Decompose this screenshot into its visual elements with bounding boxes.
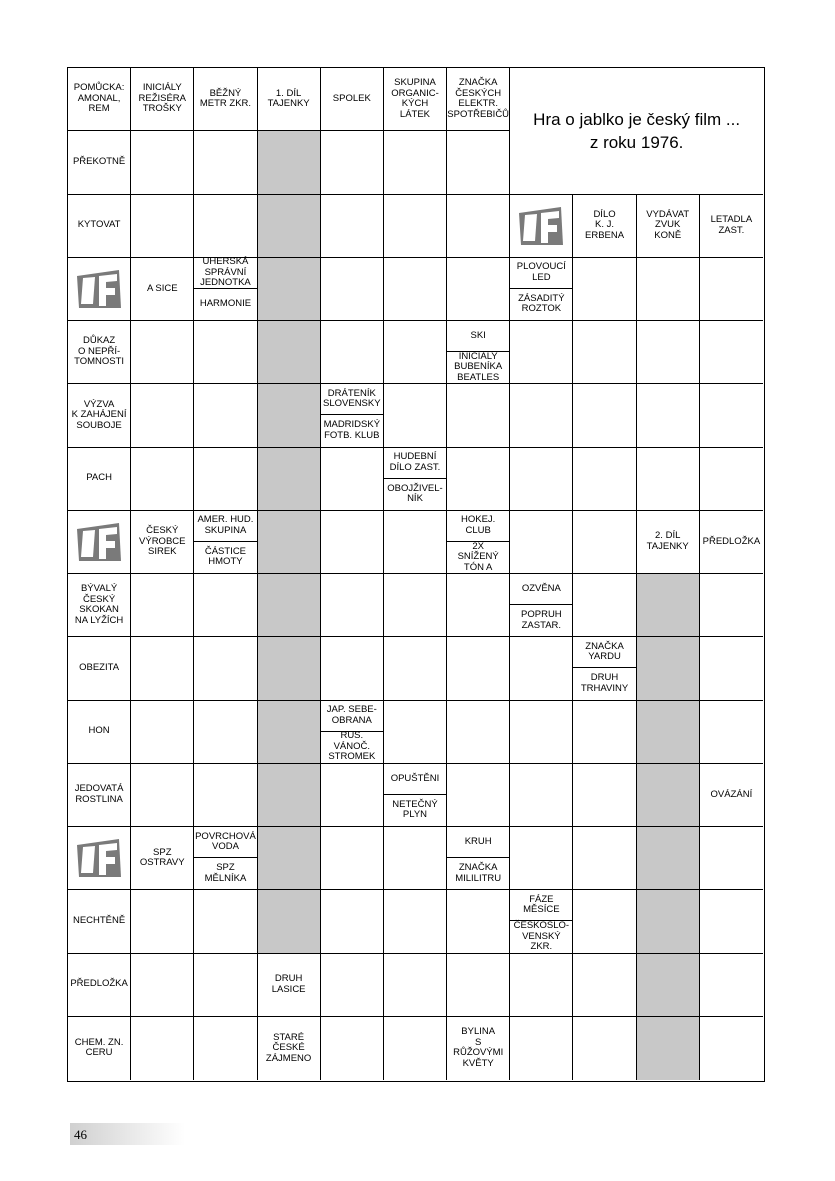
- clue-text: POMŮCKA: AMONAL, REM: [73, 82, 125, 115]
- logo-cell: [68, 511, 131, 574]
- page-number-box: [70, 1123, 185, 1145]
- secret-answer-cell[interactable]: [637, 764, 700, 827]
- split-clue-cell: [447, 827, 510, 890]
- clue-top: [447, 827, 509, 858]
- answer-cell[interactable]: [194, 890, 257, 953]
- secret-answer-cell[interactable]: [258, 574, 321, 637]
- f-logo-icon: [75, 521, 123, 563]
- clue-wrap: [68, 448, 130, 510]
- answer-cell[interactable]: [321, 321, 384, 384]
- clue-text: ZNAČKA MILILITRU: [455, 862, 502, 884]
- clue-cell: [573, 195, 636, 258]
- clue-bottom: [510, 605, 572, 636]
- clue-text: RUS. VÁNOČ. STROMEK: [328, 730, 376, 763]
- clue-top: [384, 764, 446, 795]
- clue-text: PŘEDLOŽKA: [702, 535, 761, 547]
- clue-text: UHERSKÁ SPRÁVNÍ JEDNOTKA: [200, 256, 251, 289]
- clue-top: [573, 637, 635, 668]
- clue-wrap: [573, 195, 635, 257]
- answer-cell[interactable]: [573, 890, 636, 953]
- answer-cell[interactable]: [700, 1017, 763, 1080]
- answer-cell[interactable]: [573, 511, 636, 574]
- clue-text: LETADLA ZAST.: [710, 214, 753, 236]
- clue-cell: [258, 954, 321, 1017]
- clue-text: NECHTĚNĚ: [72, 915, 126, 927]
- answer-cell[interactable]: [510, 827, 573, 890]
- answer-cell[interactable]: [573, 827, 636, 890]
- answer-cell[interactable]: [384, 827, 447, 890]
- clue-cell: [68, 574, 131, 637]
- answer-cell[interactable]: [573, 258, 636, 321]
- clue-wrap: [68, 321, 130, 383]
- answer-cell[interactable]: [510, 954, 573, 1017]
- clue-cell: [68, 701, 131, 764]
- answer-cell[interactable]: [573, 764, 636, 827]
- clue-wrap: [68, 384, 130, 446]
- answer-cell[interactable]: [637, 448, 700, 511]
- clue-top: [510, 574, 572, 605]
- answer-cell[interactable]: [700, 448, 763, 511]
- secret-answer-cell[interactable]: [258, 131, 321, 194]
- clue-wrap: [68, 701, 130, 763]
- answer-cell[interactable]: [321, 131, 384, 194]
- split-clue-cell: [194, 511, 257, 574]
- answer-cell[interactable]: [700, 701, 763, 764]
- clue-cell: [637, 511, 700, 574]
- answer-cell[interactable]: [700, 954, 763, 1017]
- answer-cell[interactable]: [321, 195, 384, 258]
- answer-cell[interactable]: [321, 637, 384, 700]
- answer-cell[interactable]: [384, 954, 447, 1017]
- clue-text: DRÁTENÍK SLOVENSKY: [323, 387, 381, 410]
- secret-answer-cell[interactable]: [258, 511, 321, 574]
- clue-cell: [68, 448, 131, 511]
- answer-cell[interactable]: [131, 574, 194, 637]
- answer-cell[interactable]: [384, 384, 447, 447]
- clue-text: 2. DÍL TAJENKY: [646, 530, 689, 552]
- answer-cell[interactable]: [384, 195, 447, 258]
- split-clue-cell: [573, 637, 636, 700]
- split-clue-cell: [321, 701, 384, 764]
- answer-cell[interactable]: [510, 384, 573, 447]
- answer-cell[interactable]: [384, 701, 447, 764]
- clue-text: OPUŠTĚNI: [390, 772, 440, 784]
- answer-cell[interactable]: [573, 384, 636, 447]
- clue-text: PACH: [86, 472, 112, 484]
- answer-cell[interactable]: [573, 574, 636, 637]
- clue-text: OBOJŽIVEL- NÍK: [387, 482, 443, 505]
- secret-answer-cell[interactable]: [258, 637, 321, 700]
- clue-wrap: [68, 131, 130, 193]
- clue-top: [447, 511, 509, 542]
- clue-text: PŘEDLOŽKA: [70, 978, 128, 990]
- clue-cell: [194, 68, 257, 131]
- clue-cell: [68, 321, 131, 384]
- clue-wrap: [68, 1017, 130, 1080]
- clue-wrap: [68, 890, 130, 952]
- clue-text: VYDÁVAT ZVUK KONĚ: [646, 208, 690, 241]
- clue-text: BÝVALÝ ČESKÝ SKOKAN NA LYŽÍCH: [74, 583, 124, 626]
- clue-wrap: [700, 764, 763, 826]
- clue-cell: [258, 1017, 321, 1080]
- clue-text: SPZ MĚLNÍKA: [204, 862, 247, 884]
- answer-cell[interactable]: [131, 448, 194, 511]
- answer-cell[interactable]: [700, 321, 763, 384]
- answer-cell[interactable]: [194, 574, 257, 637]
- answer-cell[interactable]: [447, 637, 510, 700]
- answer-cell[interactable]: [131, 1017, 194, 1080]
- clue-bottom: [573, 668, 635, 699]
- answer-cell[interactable]: [447, 258, 510, 321]
- clue-bottom: [447, 858, 509, 889]
- clue-wrap: [447, 68, 509, 130]
- answer-cell[interactable]: [194, 701, 257, 764]
- answer-cell[interactable]: [321, 258, 384, 321]
- clue-wrap: [68, 574, 130, 636]
- clue-text: MADRIDSKÝ FOTB. KLUB: [323, 419, 381, 441]
- clue-text: HOKEJ. CLUB: [461, 514, 496, 536]
- clue-cell: [68, 195, 131, 258]
- clue-cell: [131, 827, 194, 890]
- split-clue-cell: [194, 827, 257, 890]
- clue-cell: [68, 68, 131, 131]
- clue-bottom: [194, 858, 256, 889]
- clue-text: KYTOVAT: [77, 219, 121, 231]
- answer-cell[interactable]: [321, 890, 384, 953]
- answer-cell[interactable]: [447, 574, 510, 637]
- clue-top: [321, 701, 383, 732]
- clue-cell: [700, 764, 763, 827]
- answer-cell[interactable]: [321, 574, 384, 637]
- clue-text: ČESKOSLO- VENSKÝ ZKR.: [513, 920, 570, 953]
- clue-cell: [68, 637, 131, 700]
- answer-cell[interactable]: [637, 321, 700, 384]
- clue-wrap: [194, 68, 256, 130]
- answer-cell[interactable]: [321, 511, 384, 574]
- clue-text: HARMONIE: [199, 298, 252, 310]
- clue-bottom: [510, 921, 572, 952]
- clue-text: SKUPINA ORGANIC- KÝCH LÁTEK: [391, 77, 439, 120]
- answer-cell[interactable]: [321, 1017, 384, 1080]
- clue-bottom: [194, 289, 256, 320]
- split-clue-cell: [194, 258, 257, 321]
- answer-cell[interactable]: [510, 1017, 573, 1080]
- answer-cell[interactable]: [384, 258, 447, 321]
- clue-text: OBEZITA: [79, 662, 120, 674]
- clue-cell: [68, 384, 131, 447]
- answer-cell[interactable]: [700, 827, 763, 890]
- f-logo-icon: [75, 268, 123, 310]
- answer-cell[interactable]: [637, 384, 700, 447]
- split-clue-cell: [510, 574, 573, 637]
- clue-cell: [131, 258, 194, 321]
- secret-answer-cell[interactable]: [258, 890, 321, 953]
- answer-cell[interactable]: [384, 131, 447, 194]
- answer-cell[interactable]: [131, 637, 194, 700]
- clue-text: HON: [88, 725, 110, 737]
- clue-top: [321, 384, 383, 415]
- clue-text: OVÁZÁNÍ: [710, 788, 753, 800]
- clue-text: DŮKAZ O NEPŘÍ- TOMNOSTI: [74, 335, 125, 368]
- split-clue-cell: [447, 321, 510, 384]
- clue-text: PŘEKOTNĚ: [72, 156, 126, 168]
- f-logo-icon: [517, 205, 565, 247]
- answer-cell[interactable]: [700, 384, 763, 447]
- answer-cell[interactable]: [510, 448, 573, 511]
- clue-text: FÁZE MĚSÍCE: [523, 893, 560, 916]
- clue-wrap: [258, 68, 320, 130]
- clue-wrap: [258, 1017, 320, 1080]
- secret-answer-cell[interactable]: [258, 384, 321, 447]
- answer-cell[interactable]: [700, 574, 763, 637]
- answer-cell[interactable]: [131, 701, 194, 764]
- puzzle-title-box: [510, 68, 763, 195]
- answer-cell[interactable]: [447, 384, 510, 447]
- clue-top: [510, 890, 572, 921]
- answer-cell[interactable]: [510, 764, 573, 827]
- clue-text: BYLINA S RŮŽOVÝMI KVĚTY: [453, 1026, 504, 1069]
- clue-bottom: [194, 542, 256, 573]
- secret-answer-cell[interactable]: [637, 637, 700, 700]
- clue-cell: [68, 131, 131, 194]
- clue-text: NETEČNÝ PLYN: [392, 798, 438, 821]
- clue-cell: [68, 954, 131, 1017]
- clue-cell: [68, 890, 131, 953]
- clue-wrap: [68, 954, 130, 1016]
- clue-text: JAP. SEBE- OBRANA: [326, 704, 377, 726]
- clue-text: CHEM. ZN. CERU: [74, 1036, 124, 1059]
- clue-wrap: [321, 68, 383, 130]
- clue-cell: [637, 195, 700, 258]
- answer-cell[interactable]: [131, 764, 194, 827]
- answer-cell[interactable]: [447, 764, 510, 827]
- clue-cell: [258, 68, 321, 131]
- page-number: 46: [74, 1127, 87, 1142]
- clue-text: 1. DÍL TAJENKY: [267, 87, 310, 110]
- clue-bottom: [384, 795, 446, 826]
- clue-text: KRUH: [464, 835, 492, 847]
- clue-wrap: [131, 258, 193, 320]
- answer-cell[interactable]: [194, 1017, 257, 1080]
- clue-wrap: [637, 195, 699, 257]
- clue-text: HUDEBNÍ DÍLO ZAST.: [389, 451, 441, 473]
- answer-cell[interactable]: [131, 131, 194, 194]
- clue-wrap: [700, 511, 763, 573]
- answer-cell[interactable]: [384, 890, 447, 953]
- secret-answer-cell[interactable]: [258, 258, 321, 321]
- answer-cell[interactable]: [510, 637, 573, 700]
- answer-cell[interactable]: [321, 954, 384, 1017]
- clue-cell: [321, 68, 384, 131]
- answer-cell[interactable]: [700, 258, 763, 321]
- answer-cell[interactable]: [194, 131, 257, 194]
- clue-text: ZNAČKA YARDU: [585, 640, 624, 663]
- clue-wrap: [131, 68, 193, 130]
- secret-answer-cell[interactable]: [258, 195, 321, 258]
- answer-cell[interactable]: [700, 890, 763, 953]
- clue-text: PLOVOUCÍ LED: [516, 261, 566, 283]
- answer-cell[interactable]: [573, 321, 636, 384]
- answer-cell[interactable]: [447, 954, 510, 1017]
- answer-cell[interactable]: [637, 258, 700, 321]
- clue-bottom: [384, 479, 446, 510]
- answer-cell[interactable]: [131, 954, 194, 1017]
- f-logo-icon: [75, 837, 123, 879]
- secret-answer-cell[interactable]: [258, 701, 321, 764]
- answer-cell[interactable]: [194, 384, 257, 447]
- split-clue-cell: [447, 511, 510, 574]
- clue-bottom: [321, 732, 383, 763]
- secret-answer-cell[interactable]: [637, 890, 700, 953]
- answer-cell[interactable]: [384, 511, 447, 574]
- answer-cell[interactable]: [700, 637, 763, 700]
- answer-cell[interactable]: [384, 321, 447, 384]
- clue-cell: [447, 68, 510, 131]
- answer-cell[interactable]: [447, 195, 510, 258]
- clue-wrap: [258, 954, 320, 1016]
- clue-wrap: [131, 827, 193, 889]
- clue-top: [384, 448, 446, 479]
- clue-wrap: [447, 1017, 509, 1080]
- clue-text: OZVĚNA: [521, 582, 561, 594]
- logo-cell: [510, 195, 573, 258]
- answer-cell[interactable]: [194, 195, 257, 258]
- clue-cell: [700, 195, 763, 258]
- secret-answer-cell[interactable]: [637, 954, 700, 1017]
- clue-text: DÍLO K. J. ERBENA: [585, 208, 625, 241]
- answer-cell[interactable]: [447, 448, 510, 511]
- answer-cell[interactable]: [447, 131, 510, 194]
- answer-cell[interactable]: [194, 321, 257, 384]
- clue-wrap: [700, 195, 763, 257]
- clue-text: ČESKÝ VÝROBCE SIREK: [139, 525, 186, 558]
- clue-text: INICIÁLY REŽISÉRA TROŠKY: [138, 82, 187, 115]
- clue-cell: [68, 1017, 131, 1080]
- clue-wrap: [68, 195, 130, 257]
- answer-cell[interactable]: [384, 574, 447, 637]
- answer-cell[interactable]: [321, 827, 384, 890]
- answer-cell[interactable]: [447, 701, 510, 764]
- clue-wrap: [131, 511, 193, 573]
- clue-text: INICIÁLY BUBENÍKA BEATLES: [454, 350, 503, 383]
- clue-text: BĚŽNÝ METR ZKR.: [199, 87, 252, 110]
- clue-wrap: [637, 511, 699, 573]
- clue-cell: [68, 764, 131, 827]
- answer-cell[interactable]: [321, 448, 384, 511]
- secret-answer-cell[interactable]: [258, 764, 321, 827]
- clue-cell: [131, 511, 194, 574]
- secret-answer-cell[interactable]: [258, 448, 321, 511]
- secret-answer-cell[interactable]: [637, 827, 700, 890]
- split-clue-cell: [510, 890, 573, 953]
- clue-bottom: [321, 415, 383, 446]
- secret-answer-cell[interactable]: [637, 701, 700, 764]
- clue-text: SPOLEK: [332, 92, 371, 104]
- answer-cell[interactable]: [510, 701, 573, 764]
- clue-text: ZÁSADITÝ ROZTOK: [518, 292, 565, 315]
- clue-top: [447, 321, 509, 352]
- logo-cell: [68, 258, 131, 321]
- answer-cell[interactable]: [131, 384, 194, 447]
- answer-cell[interactable]: [194, 637, 257, 700]
- crossword-grid: [67, 67, 765, 1082]
- clue-wrap: [68, 764, 130, 826]
- secret-answer-cell[interactable]: [258, 321, 321, 384]
- answer-cell[interactable]: [573, 1017, 636, 1080]
- clue-top: [194, 827, 256, 858]
- clue-text: POVRCHOVÁ VODA: [195, 830, 256, 853]
- clue-text: AMER. HUD. SKUPINA: [197, 514, 254, 536]
- puzzle-title: Hra o jablko je český film ... z roku 1976.: [533, 109, 741, 152]
- clue-top: [194, 511, 256, 542]
- clue-cell: [131, 68, 194, 131]
- secret-answer-cell[interactable]: [637, 574, 700, 637]
- answer-cell[interactable]: [573, 448, 636, 511]
- clue-text: STARÉ ČESKÉ ZÁJMENO: [265, 1031, 312, 1064]
- clue-text: A SICE: [146, 282, 178, 294]
- clue-wrap: [68, 637, 130, 699]
- clue-cell: [700, 511, 763, 574]
- answer-cell[interactable]: [194, 448, 257, 511]
- clue-text: SPZ OSTRAVY: [139, 846, 185, 869]
- answer-cell[interactable]: [510, 511, 573, 574]
- clue-text: ZNAČKA ČESKÝCH ELEKTR. SPOTŘEBIČŮ: [447, 77, 510, 120]
- clue-text: SKI: [470, 329, 486, 341]
- clue-cell: [384, 68, 447, 131]
- answer-cell[interactable]: [131, 890, 194, 953]
- clue-bottom: [447, 542, 509, 573]
- split-clue-cell: [384, 448, 447, 511]
- secret-answer-cell[interactable]: [637, 1017, 700, 1080]
- answer-cell[interactable]: [573, 701, 636, 764]
- clue-cell: [447, 1017, 510, 1080]
- answer-cell[interactable]: [194, 764, 257, 827]
- answer-cell[interactable]: [510, 321, 573, 384]
- answer-cell[interactable]: [447, 890, 510, 953]
- clue-text: DRUH LASICE: [271, 973, 306, 995]
- split-clue-cell: [510, 258, 573, 321]
- clue-bottom: [510, 289, 572, 320]
- clue-wrap: [384, 68, 446, 130]
- clue-top: [194, 258, 256, 289]
- secret-answer-cell[interactable]: [258, 827, 321, 890]
- answer-cell[interactable]: [321, 764, 384, 827]
- answer-cell[interactable]: [194, 954, 257, 1017]
- logo-cell: [68, 827, 131, 890]
- clue-text: POPRUH ZASTAR.: [521, 609, 562, 631]
- answer-cell[interactable]: [384, 1017, 447, 1080]
- split-clue-cell: [384, 764, 447, 827]
- clue-text: ČÁSTICE HMOTY: [204, 545, 247, 568]
- split-clue-cell: [321, 384, 384, 447]
- clue-top: [510, 258, 572, 289]
- answer-cell[interactable]: [131, 195, 194, 258]
- answer-cell[interactable]: [573, 954, 636, 1017]
- clue-bottom: [447, 352, 509, 383]
- clue-text: 2X SNÍŽENÝ TÓN A: [457, 540, 499, 573]
- answer-cell[interactable]: [384, 637, 447, 700]
- clue-text: VÝZVA K ZAHÁJENÍ SOUBOJE: [71, 398, 127, 431]
- answer-cell[interactable]: [131, 321, 194, 384]
- clue-text: DRUH TRHAVINY: [580, 672, 629, 694]
- clue-wrap: [68, 68, 130, 130]
- clue-text: JEDOVATÁ ROSTLINA: [74, 783, 124, 805]
